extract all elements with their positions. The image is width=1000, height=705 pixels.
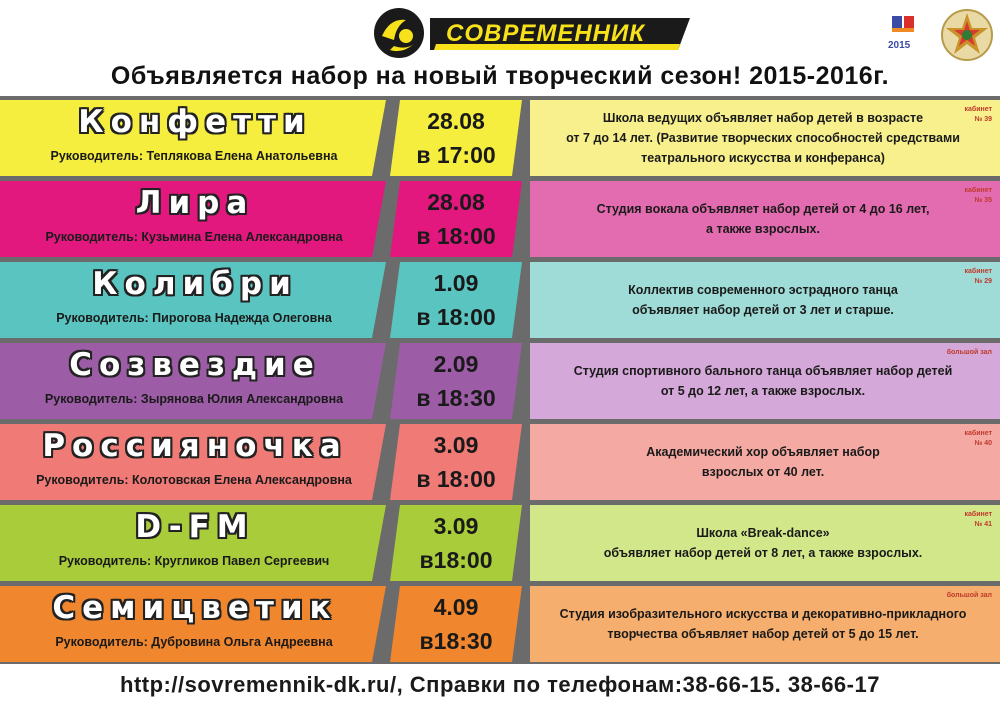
club-name: Лира	[135, 185, 255, 221]
footer-contacts: http://sovremennik-dk.ru/, Справки по телефонам:38-66-15. 38-66-17	[120, 672, 880, 697]
club-row	[0, 100, 1000, 176]
room-label: кабинет № 29	[964, 268, 992, 285]
club-name: Конфетти	[78, 104, 312, 140]
club-description: Студия вокала объявляет набор детей от 4 до 16 лет, а также взрослых.	[596, 202, 930, 236]
club-time: в18:00	[419, 547, 493, 573]
club-time: в 18:00	[416, 466, 496, 492]
club-row	[0, 181, 1000, 257]
club-description: Студия изобразительного искусства и декоративно-прикладного творчества объявляет набор детей от 5 до 15 лет.	[559, 607, 967, 641]
club-time: в 18:00	[416, 304, 496, 330]
club-date: 2.09	[433, 351, 479, 377]
club-row	[0, 586, 1000, 662]
header	[0, 0, 1000, 96]
club-description: Академический хор объявляет набор взрослых от 40 лет.	[646, 445, 880, 479]
logo-icon	[372, 6, 426, 60]
room-label: большой зал	[946, 349, 992, 356]
club-date: 4.09	[433, 594, 479, 620]
club-leader: Руководитель: Пирогова Надежда Олеговна	[56, 311, 332, 325]
club-name: Россияночка	[42, 428, 348, 464]
club-date: 28.08	[427, 189, 485, 215]
club-leader: Руководитель: Дубровина Ольга Андреевна	[55, 635, 333, 649]
club-date: 28.08	[427, 108, 485, 134]
club-leader: Руководитель: Колотовская Елена Александровна	[36, 473, 352, 487]
room-label: кабинет № 40	[964, 430, 992, 447]
club-name: Созвездие	[69, 347, 321, 383]
page-title: Объявляется набор на новый творческий сезон! 2015-2016г.	[110, 62, 890, 90]
club-row	[0, 424, 1000, 500]
club-leader: Руководитель: Теплякова Елена Анатольевна	[50, 149, 338, 163]
club-time: в18:30	[419, 628, 493, 654]
club-name: Колибри	[92, 266, 298, 302]
club-description: Коллектив современного эстрадного танца объявляет набор детей от 3 лет и старше.	[628, 283, 898, 317]
footer	[0, 664, 1000, 705]
club-time: в 17:00	[416, 142, 496, 168]
victory-order-icon	[940, 8, 994, 62]
club-row	[0, 343, 1000, 419]
club-date: 1.09	[433, 270, 479, 296]
club-time: в 18:30	[416, 385, 496, 411]
emblem-year: 2015	[888, 40, 911, 51]
room-label: кабинет № 41	[964, 511, 992, 528]
club-leader: Руководитель: Кругликов Павел Сергеевич	[58, 554, 330, 568]
schedule-board	[0, 96, 1000, 664]
club-description: Школа ведущих объявляет набор детей в возрасте от 7 до 14 лет. (Развитие творческих способностей средствами театрального искусства и конферанса)	[566, 111, 960, 165]
club-description: Школа «Break-dance» объявляет набор детей от 8 лет, а также взрослых.	[603, 526, 923, 560]
room-label: большой зал	[946, 592, 992, 599]
club-time: в 18:00	[416, 223, 496, 249]
club-name: D-FM	[135, 509, 255, 545]
logo-text: СОВРЕМЕННИК	[446, 20, 646, 47]
club-date: 3.09	[433, 432, 479, 458]
club-row	[0, 262, 1000, 338]
room-label: кабинет № 35	[964, 187, 992, 204]
club-name: Семицветик	[52, 590, 338, 626]
room-label: кабинет № 39	[964, 106, 992, 123]
club-date: 3.09	[433, 513, 479, 539]
club-leader: Руководитель: Кузьмина Елена Александровна	[45, 230, 343, 244]
club-row	[0, 505, 1000, 581]
club-leader: Руководитель: Зырянова Юлия Александровна	[44, 392, 344, 406]
club-description: Студия спортивного бального танца объявляет набор детей от 5 до 12 лет, а также взрослых.	[573, 364, 953, 398]
